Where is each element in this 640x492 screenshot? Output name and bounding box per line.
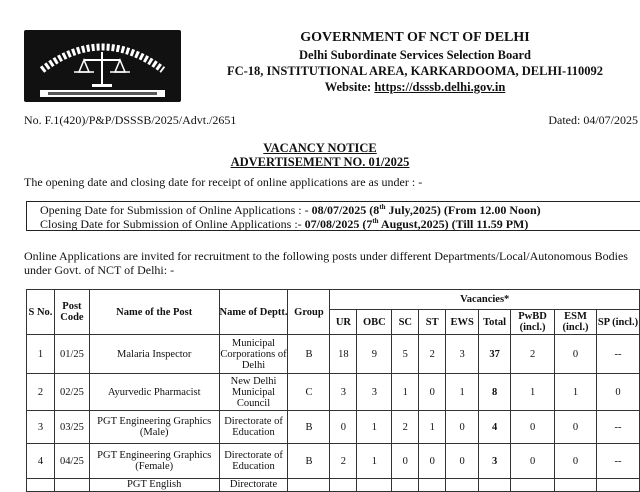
cell-sno: 1 [27,335,55,374]
header-deptt: Name of Deptt. [219,290,288,335]
cell-st: 0 [419,374,446,411]
cell-group: B [288,411,330,444]
cell-esm [555,479,597,492]
cell-pwbd: 1 [511,374,555,411]
cell-post-code: 01/25 [54,335,89,374]
header-website [190,80,640,95]
header-post-name: Name of the Post [89,290,219,335]
cell-ews: 1 [446,374,479,411]
dsssb-logo [24,30,181,102]
cell-post-name: Malaria Inspector [89,335,219,374]
cell-ur [330,479,357,492]
header-sp: SP (incl.) [596,310,639,335]
cell-sno: 2 [27,374,55,411]
website-label: Website: [324,80,375,94]
cell-esm: 0 [555,444,597,479]
cell-obc: 9 [357,335,392,374]
cell-st [419,479,446,492]
cell-total [479,479,511,492]
closing-date-rest: August,2025) (Till 11.59 PM) [378,217,529,231]
cell-total: 3 [479,444,511,479]
cell-ur: 0 [330,411,357,444]
cell-post-name: Ayurvedic Pharmacist [89,374,219,411]
cell-sc: 2 [392,411,419,444]
cell-ur: 3 [330,374,357,411]
cell-ews: 3 [446,335,479,374]
cell-post-code: 03/25 [54,411,89,444]
closing-date-row [40,217,528,232]
cell-deptt: Directorate of Education [219,411,288,444]
cell-sp: -- [596,411,639,444]
opening-date-value: 08/07/2025 (8 [311,203,380,217]
cell-post-name: PGT Engineering Graphics (Female) [89,444,219,479]
cell-sno: 3 [27,411,55,444]
opening-date-rest: July,2025) (From 12.00 Noon) [385,203,541,217]
header-group: Group [288,290,330,335]
cell-group [288,479,330,492]
cell-ur: 2 [330,444,357,479]
header-address: FC-18, INSTITUTIONAL AREA, KARKARDOOMA, DELHI-110092 [226,64,604,78]
website-link[interactable]: https://dsssb.delhi.gov.in [374,80,506,94]
cell-post-name: PGT English [89,479,219,492]
cell-st: 1 [419,411,446,444]
cell-obc: 1 [357,444,392,479]
vacancy-table [26,289,640,492]
cell-esm: 0 [555,335,597,374]
header-st: ST [419,310,446,335]
cell-group: B [288,335,330,374]
cell-sp: 0 [596,374,639,411]
invitation-line-1: Online Applications are invited for recruitment to the following posts under different Departments/Local/Autonomous Bodies [24,249,628,263]
cell-ews: 0 [446,411,479,444]
cell-deptt: New Delhi Municipal Council [219,374,288,411]
header-obc: OBC [357,310,392,335]
advertisement-number: ADVERTISEMENT NO. 01/2025 [230,155,410,169]
cell-st: 0 [419,444,446,479]
closing-date-sup: th [372,217,379,225]
cell-total: 4 [479,411,511,444]
cell-deptt: Municipal Corporations of Delhi [219,335,288,374]
header-board: Delhi Subordinate Services Selection Board [299,48,531,62]
cell-post-code: 02/25 [54,374,89,411]
opening-date-label: Opening Date for Submission of Online Applications : - [40,203,312,217]
cell-obc: 1 [357,411,392,444]
cell-sc [392,479,419,492]
cell-sp [596,479,639,492]
cell-sno: 4 [27,444,55,479]
cell-total: 8 [479,374,511,411]
cell-post-code [54,479,89,492]
notice-date: Dated: 04/07/2025 [548,113,638,127]
cell-st: 2 [419,335,446,374]
header-post-code: Post Code [54,290,89,335]
header-government: GOVERNMENT OF NCT OF DELHI [300,30,530,45]
cell-group: C [288,374,330,411]
table-row [27,411,640,444]
reference-number: No. F.1(420)/P&P/DSSSB/2025/Advt./2651 [24,113,237,127]
cell-sp: -- [596,444,639,479]
closing-date-label: Closing Date for Submission of Online Applications :- [40,217,305,231]
cell-sno [27,479,55,492]
table-row [27,444,640,479]
cell-sc: 5 [392,335,419,374]
header-pwbd: PwBD (incl.) [511,310,555,335]
closing-date-value: 07/08/2025 (7 [304,217,373,231]
header-ews: EWS [446,310,479,335]
cell-sc: 0 [392,444,419,479]
header-vacancies: Vacancies* [330,290,640,310]
header-esm: ESM (incl.) [555,310,597,335]
cell-ews: 0 [446,444,479,479]
cell-post-code: 04/25 [54,444,89,479]
table-row [27,479,640,492]
cell-pwbd: 0 [511,411,555,444]
cell-total: 37 [479,335,511,374]
emblem-scales-logo [24,30,181,102]
cell-ur: 18 [330,335,357,374]
header-sno: S No. [27,290,55,335]
cell-post-name: PGT Engineering Graphics (Male) [89,411,219,444]
cell-deptt: Directorate [219,479,288,492]
cell-pwbd [511,479,555,492]
cell-obc: 3 [357,374,392,411]
cell-obc [357,479,392,492]
header-sc: SC [392,310,419,335]
cell-sp: -- [596,335,639,374]
cell-sc: 1 [392,374,419,411]
table-row [27,374,640,411]
header-ur: UR [330,310,357,335]
cell-ews [446,479,479,492]
header-total: Total [479,310,511,335]
notice-title: VACANCY NOTICE [263,141,377,155]
cell-pwbd: 0 [511,444,555,479]
cell-esm: 1 [555,374,597,411]
cell-group: B [288,444,330,479]
intro-text: The opening date and closing date for receipt of online applications are as under : - [24,175,423,189]
cell-pwbd: 2 [511,335,555,374]
opening-date-row [40,203,541,218]
cell-esm: 0 [555,411,597,444]
table-row [27,335,640,374]
invitation-line-2: under Govt. of NCT of Delhi: - [24,263,175,277]
opening-date-sup: th [379,203,386,211]
cell-deptt: Directorate of Education [219,444,288,479]
